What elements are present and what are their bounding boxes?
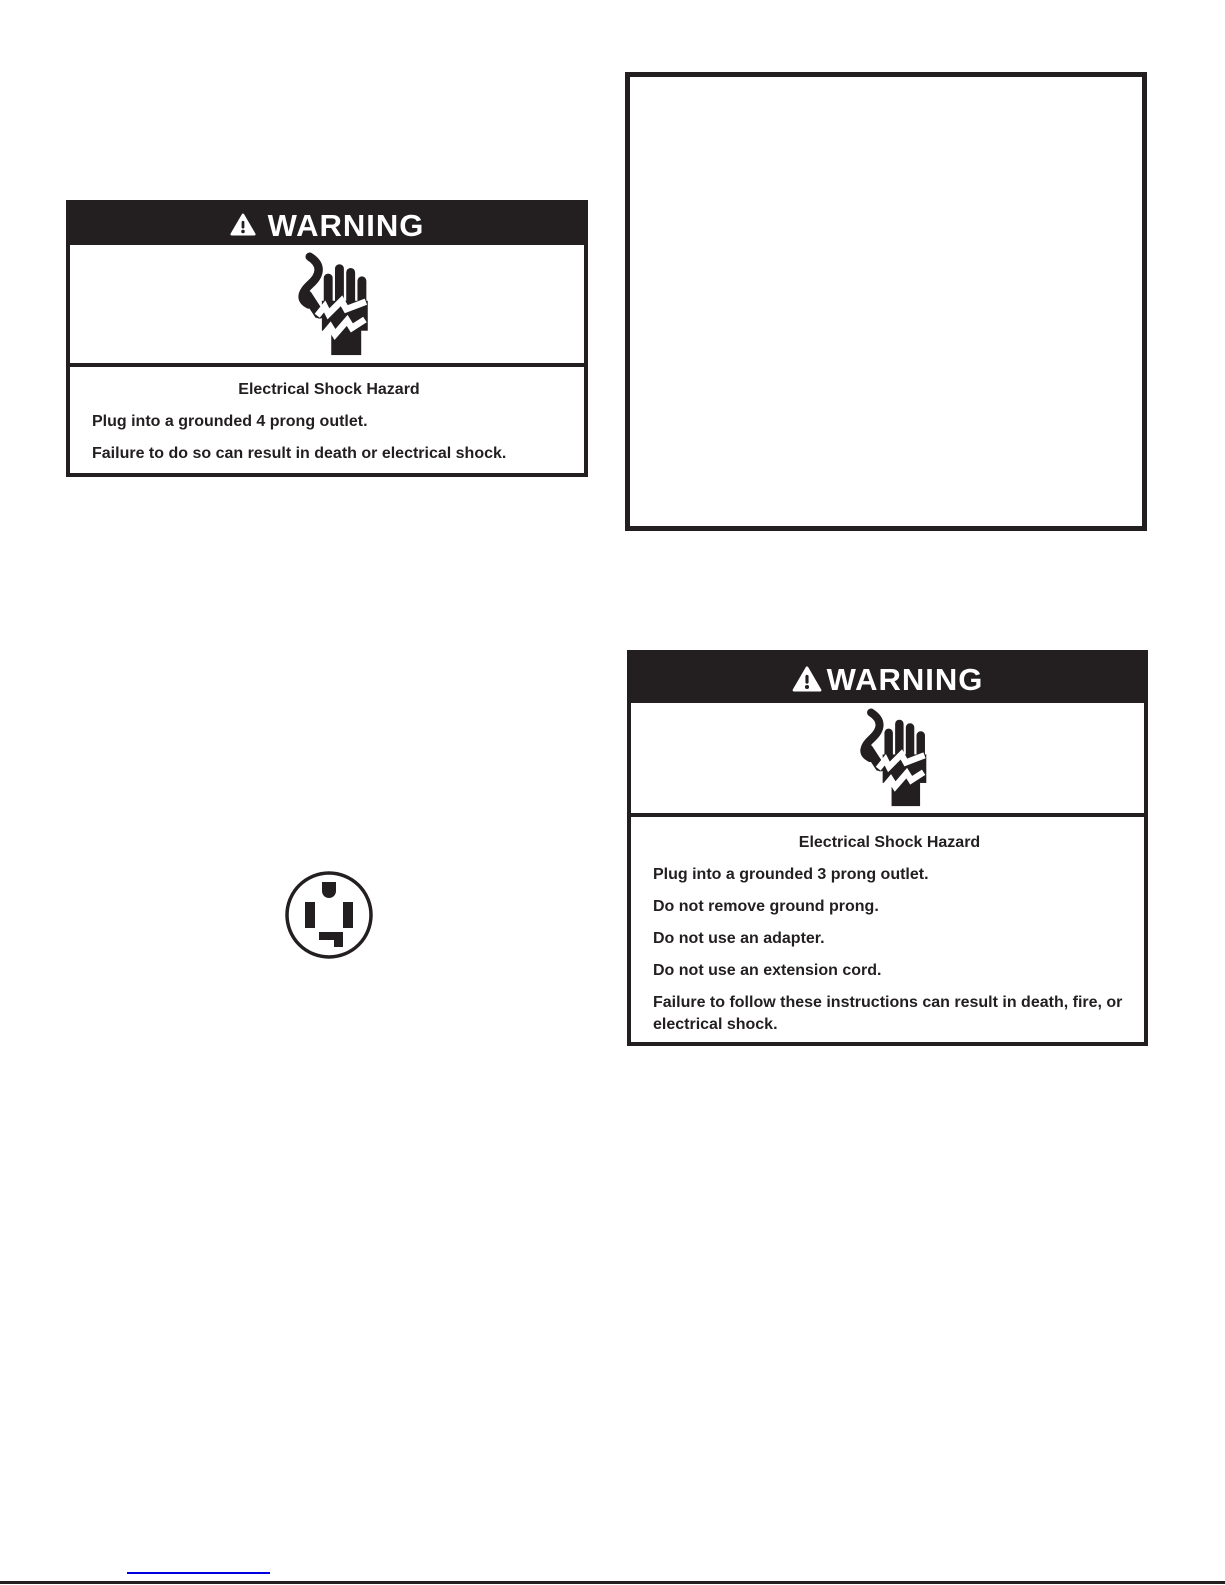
warning-text-line: Plug into a grounded 4 prong outlet.: [92, 413, 368, 430]
warning-text-line: Plug into a grounded 3 prong outlet.: [653, 866, 929, 883]
hazard-title: Electrical Shock Hazard: [238, 381, 420, 398]
four-prong-outlet-icon: [283, 869, 375, 961]
warning-triangle-icon: [792, 666, 822, 692]
warning-icon-section: [70, 245, 584, 367]
warning-text-line: Failure to do so can result in death or electrical shock.: [92, 445, 507, 462]
hazard-title: Electrical Shock Hazard: [798, 834, 981, 851]
electric-shock-hand-icon: [276, 252, 379, 357]
outlet-illustration: [283, 869, 375, 961]
warning-text-line: Do not use an extension cord.: [653, 962, 882, 979]
warning-text-line: Do not remove ground prong.: [653, 898, 879, 915]
warning-body: [70, 367, 584, 465]
warning-text-line: Do not use an adapter.: [653, 930, 825, 947]
electric-shock-hand-icon: [839, 708, 937, 808]
warning-header: [631, 654, 1144, 703]
warning-header-label: WARNING: [267, 208, 425, 243]
warning-header-label: WARNING: [826, 662, 984, 697]
warning-header: [70, 204, 584, 245]
warning-box-3-prong: [627, 650, 1148, 1046]
warning-box-4-prong: [66, 200, 588, 477]
warning-triangle-icon: [230, 213, 256, 236]
warning-icon-section: [631, 703, 1144, 817]
warning-body: [631, 817, 1144, 1036]
empty-figure-panel: [625, 72, 1147, 531]
page-bottom-edge: [0, 1581, 1225, 1584]
footer-link-underline[interactable]: [127, 1572, 270, 1574]
warning-text-line: Failure to follow these instructions can result in death, fire, or electrical shock.: [653, 994, 1123, 1033]
